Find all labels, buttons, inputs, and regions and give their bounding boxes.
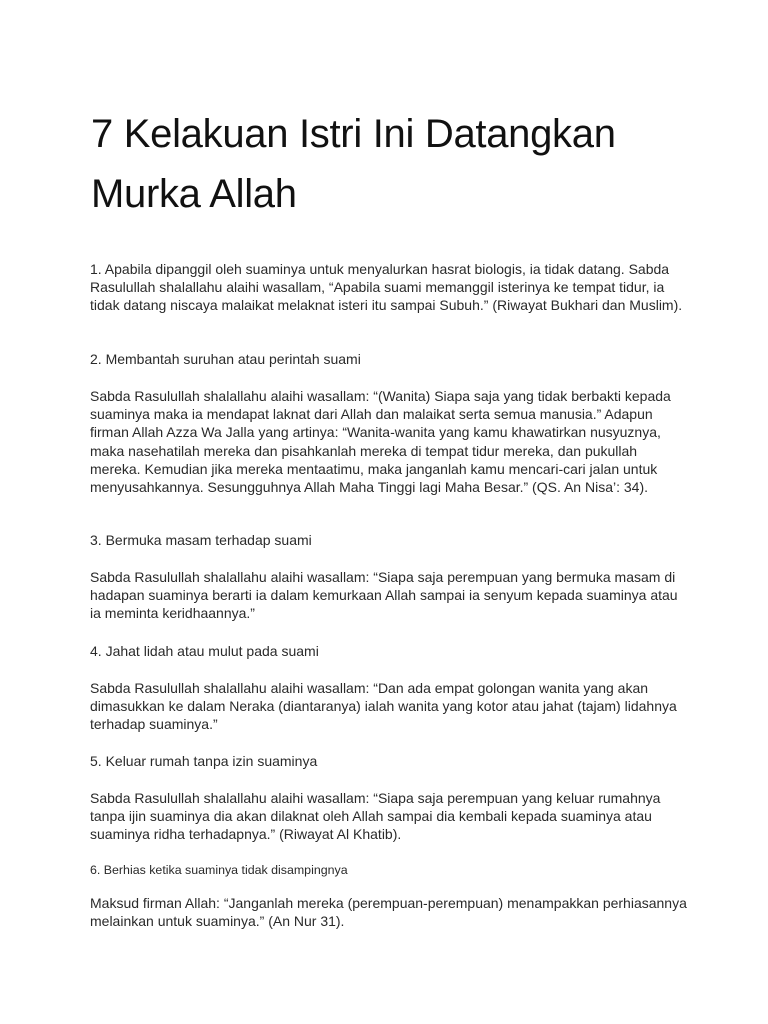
heading-point-3: 3. Bermuka masam terhadap suami [90, 532, 312, 548]
paragraph-point-4: Sabda Rasulullah shalallahu alaihi wasallam: “Dan ada empat golongan wanita yang akan dimasukkan ke dalam Neraka (diantaranya) ialah wanita yang kotor atau jahat (tajam) lidahnya terhadap suaminya.” [90, 680, 677, 733]
paragraph-point-1: 1. Apabila dipanggil oleh suaminya untuk menyalurkan hasrat biologis, ia tidak datang. Sabda Rasulullah shalallahu alaihi wasallam, “Apabila suami memanggil isterinya ke tempat tidur, ia tidak datang niscaya malaikat melaknat isteri itu sampai Subuh.” (Riwayat Bukhari dan Muslim). [90, 261, 683, 314]
heading-point-5: 5. Keluar rumah tanpa izin suaminya [90, 753, 318, 769]
article-title: 7 Kelakuan Istri Ini Datangkan Murka Allah [91, 112, 616, 216]
paragraph-point-6: Maksud firman Allah: “Janganlah mereka (perempuan-perempuan) menampakkan perhiasannya melainkan untuk suaminya.” (An Nur 31). [90, 895, 687, 930]
heading-point-6: 6. Berhias ketika suaminya tidak disampingnya [90, 863, 348, 877]
paragraph-point-5: Sabda Rasulullah shalallahu alaihi wasallam: “Siapa saja perempuan yang keluar rumahnya tanpa ijin suaminya dia akan dilaknat oleh Allah sampai dia kembali kepada suaminya atau suaminya ridha terhadapnya.” (Riwayat Al Khatib). [90, 790, 661, 843]
heading-point-4: 4. Jahat lidah atau mulut pada suami [90, 643, 319, 659]
paragraph-point-2: Sabda Rasulullah shalallahu alaihi wasallam: “(Wanita) Siapa saja yang tidak berbakti kepada suaminya maka ia mendapat laknat dari Allah dan malaikat serta semua manusia.” Adapun firman Allah Azza Wa Jalla yang artinya: “Wanita-wanita yang kamu khawatirkan nusyuznya, maka nasehatilah mereka dan pisahkanlah mereka di tempat tidur mereka, dan pukullah mereka. Kemudian jika mereka mentaatimu, maka janganlah kamu mencari-cari jalan untuk menyusahkannya. Sesungguhnya Allah Maha Tinggi lagi Maha Besar.” (QS. An Nisa’: 34). [90, 388, 671, 496]
heading-point-2: 2. Membantah suruhan atau perintah suami [90, 351, 361, 367]
paragraph-point-3: Sabda Rasulullah shalallahu alaihi wasallam: “Siapa saja perempuan yang bermuka masam di hadapan suaminya berarti ia dalam kemurkaan Allah sampai ia senyum kepada suaminya atau ia meminta keridhaannya.” [90, 569, 678, 622]
